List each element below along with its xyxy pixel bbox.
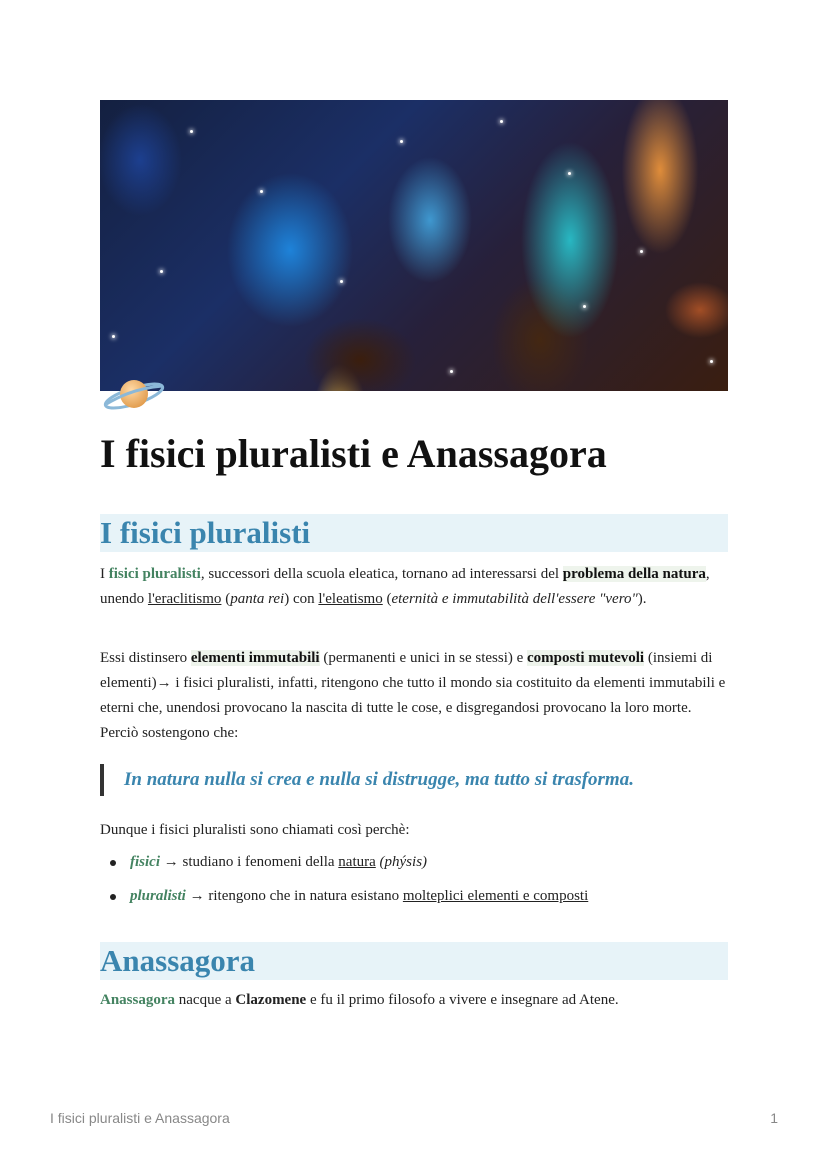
footer-title: I fisici pluralisti e Anassagora bbox=[50, 1110, 230, 1126]
page-title: I fisici pluralisti e Anassagora bbox=[100, 431, 607, 476]
blockquote: In natura nulla si crea e nulla si distrugge, ma tutto si trasforma. bbox=[100, 764, 728, 796]
heading-fisici-pluralisti: I fisici pluralisti bbox=[100, 514, 728, 552]
ringed-planet-icon bbox=[102, 372, 166, 416]
list-item: pluralisti → ritengono che in natura esistano molteplici elementi e composti bbox=[108, 884, 728, 909]
bullet-dot bbox=[110, 860, 116, 866]
list-item: fisici → studiano i fenomeni della natura (phýsis) bbox=[108, 850, 728, 875]
bullet-list bbox=[108, 850, 728, 918]
paragraph-elementi: Essi distinsero elementi immutabili (permanenti e unici in se stessi) e composti mutevoli (insiemi di elementi)→ i fisici pluralisti, infatti, ritengono che tutto il mondo sia costituito da elementi immutabili e eterni che, unendosi provocano la nascita di tutte le cose, e disgregandosi provocano la loro morte. Perciò sostengono che: bbox=[100, 650, 726, 741]
paragraph-dunque: Dunque i fisici pluralisti sono chiamati così perchè: bbox=[100, 822, 410, 838]
paragraph-anassagora: Anassagora nacque a Clazomene e fu il primo filosofo a vivere e insegnare ad Atene. bbox=[100, 992, 619, 1008]
heading-anassagora: Anassagora bbox=[100, 942, 728, 980]
footer-page-number: 1 bbox=[770, 1110, 778, 1126]
bullet-dot bbox=[110, 894, 116, 900]
paragraph-intro: I fisici pluralisti, successori della scuola eleatica, tornano ad interessarsi del problema della natura, unendo l'eraclitismo (panta rei) con l'eleatismo (eternità e immutabilità dell'essere "vero"). bbox=[100, 566, 710, 607]
cover-image bbox=[100, 100, 728, 391]
